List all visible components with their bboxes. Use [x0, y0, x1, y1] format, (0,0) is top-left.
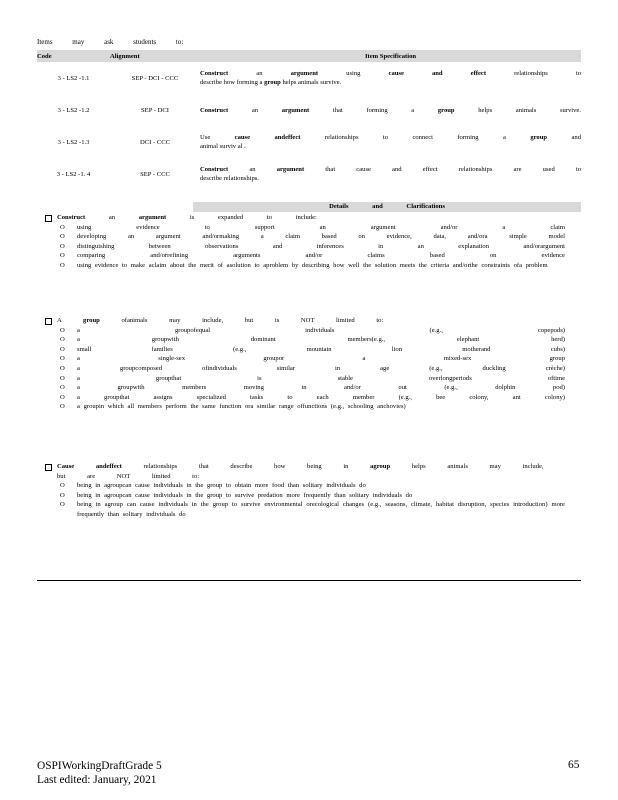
list-item [45, 364, 565, 374]
list-item [45, 383, 565, 393]
list-item [45, 354, 565, 364]
details-section [45, 462, 565, 520]
list-item-text: being in agroup can cause individuals in the group to survive environmental orecological changes (e.g., seasons, climate, habitat disruption, species introduction) more frequently than solitary individuals do [77, 501, 565, 518]
row-code: 3 - LS2 -1.2 [57, 106, 90, 114]
table-row [37, 158, 581, 190]
row-specification: Construct an argument using cause and effect relationships to describe how forming a group helps animals survive. [200, 70, 582, 86]
list-item [45, 242, 565, 252]
list-item-text: a groupwith dominant members(e.g., elephant herd) [77, 336, 565, 344]
list-item-text: comparing and/orrefining arguments and/or claims based on evidence [77, 252, 565, 260]
circle-bullet-icon: O [60, 326, 65, 334]
circle-bullet-icon: O [60, 403, 65, 411]
list-item-text: being in agroupcan cause individuals in the group to survive predation more frequently than solitary individuals do [77, 491, 413, 499]
list-item [45, 481, 565, 491]
list-item-text: developing an argument and/ormaking a claim based on evidence, data, and/ora simple model [77, 233, 565, 241]
list-item [45, 335, 565, 345]
item-specification-table [37, 50, 581, 190]
list-item [45, 491, 565, 501]
row-alignment: SEP - DCI [141, 106, 169, 114]
details-section [45, 213, 565, 271]
footer-title: OSPIWorkingDraftGrade 5 [37, 760, 162, 772]
list-item [45, 500, 565, 519]
list-item [45, 232, 565, 242]
square-bullet-icon [45, 318, 52, 325]
table-row [37, 62, 581, 94]
list-item [45, 223, 565, 233]
circle-bullet-icon: O [60, 345, 65, 353]
row-code: 3 - LS2 -1.1 [57, 74, 90, 82]
list-item-text: a groupwith members moving in and/or out (e.g., dolphin pod) [77, 384, 565, 392]
circle-bullet-icon: O [60, 364, 65, 372]
footer-edited: Last edited: January, 2021 [37, 774, 157, 786]
section-heading: Cause andeffect relationships that describe how being in agroup helps animals may include, but are NOT limited to: [45, 462, 565, 481]
details-section [45, 316, 565, 412]
table-row [37, 94, 581, 126]
alignment-header: Alignment [110, 50, 200, 62]
list-item [45, 251, 565, 261]
spec-header: Item Specification [200, 50, 581, 62]
circle-bullet-icon: O [60, 374, 65, 382]
row-alignment: SEP - DCI - CCC [131, 74, 179, 82]
table-row [37, 126, 581, 158]
circle-bullet-icon: O [60, 393, 65, 401]
section-heading: Construct an argument is expanded to include: [45, 213, 565, 223]
square-bullet-icon [45, 464, 52, 471]
code-header: Code [37, 50, 110, 62]
intro-text: Items may ask students to: [37, 38, 184, 46]
circle-bullet-icon: O [60, 491, 65, 499]
row-alignment: DCI - CCC [139, 138, 171, 146]
list-item-text: being in agroupcan cause individuals in the group to obtain more food than solitary individuals do [77, 482, 366, 490]
circle-bullet-icon: O [60, 252, 65, 260]
list-item-text: a groupcomposed ofindividuals similar in age (e.g., duckling crèche) [77, 364, 565, 372]
list-item-text: a groupthat assigns specialized tasks to each member (e.g., bee colony, ant colony) [77, 393, 565, 401]
list-item-text: using evidence to make aclaim about the merit of asolution to aproblem by describing how well the solution meets the criteria and/orthe constraints ofa problem [77, 261, 548, 269]
section-heading: A group ofanimals may include, but is NOT limited to: [45, 316, 565, 326]
details-heading: Details and Clarifications [193, 202, 581, 212]
circle-bullet-icon: O [60, 384, 65, 392]
circle-bullet-icon: O [60, 242, 65, 250]
circle-bullet-icon: O [60, 482, 65, 490]
circle-bullet-icon: O [60, 223, 65, 231]
circle-bullet-icon: O [60, 336, 65, 344]
list-item-text: a groupthat is stable overlongperiods oftime [77, 374, 565, 382]
list-item [45, 261, 565, 271]
list-item-text: a groupin which all members perform the same function ora similar range offunctions (e.g., schooling anchovies) [77, 403, 406, 411]
row-specification: Construct an argument that forming a group helps animals survive. [200, 106, 581, 114]
list-item [45, 393, 565, 403]
row-alignment: SEP - CCC [140, 170, 170, 178]
page-number: 65 [568, 759, 580, 771]
circle-bullet-icon: O [60, 261, 65, 269]
circle-bullet-icon: O [60, 501, 65, 509]
row-code: 3 - LS2 -1. 4 [56, 170, 91, 178]
row-code: 3 - LS2 -1.3 [57, 138, 90, 146]
circle-bullet-icon: O [60, 233, 65, 241]
circle-bullet-icon: O [60, 355, 65, 363]
list-item [45, 374, 565, 384]
list-item-text: using evidence to support an argument and/or a claim [77, 223, 565, 231]
square-bullet-icon [45, 215, 52, 222]
footer [37, 759, 162, 787]
list-item-text: small families (e.g., mountain lion motherand cubs) [77, 345, 565, 353]
bottom-divider [37, 580, 581, 581]
list-item-text: a groupofequal individuals (e.g., copepods) [77, 326, 565, 334]
list-item [45, 402, 565, 412]
list-item-text: distinguishing between observations and inferences in an explanation and/orargument [77, 242, 565, 250]
list-item-text: a single-sex groupor a mixed-sex group [77, 355, 565, 363]
list-item [45, 326, 565, 336]
row-specification: Construct an argument that cause and effect relationships are used to describe relationships. [200, 166, 581, 182]
table-header-row [37, 50, 581, 62]
row-specification: Use cause andeffect relationships to connect forming a group and animal surviv al . [200, 134, 581, 150]
list-item [45, 345, 565, 355]
